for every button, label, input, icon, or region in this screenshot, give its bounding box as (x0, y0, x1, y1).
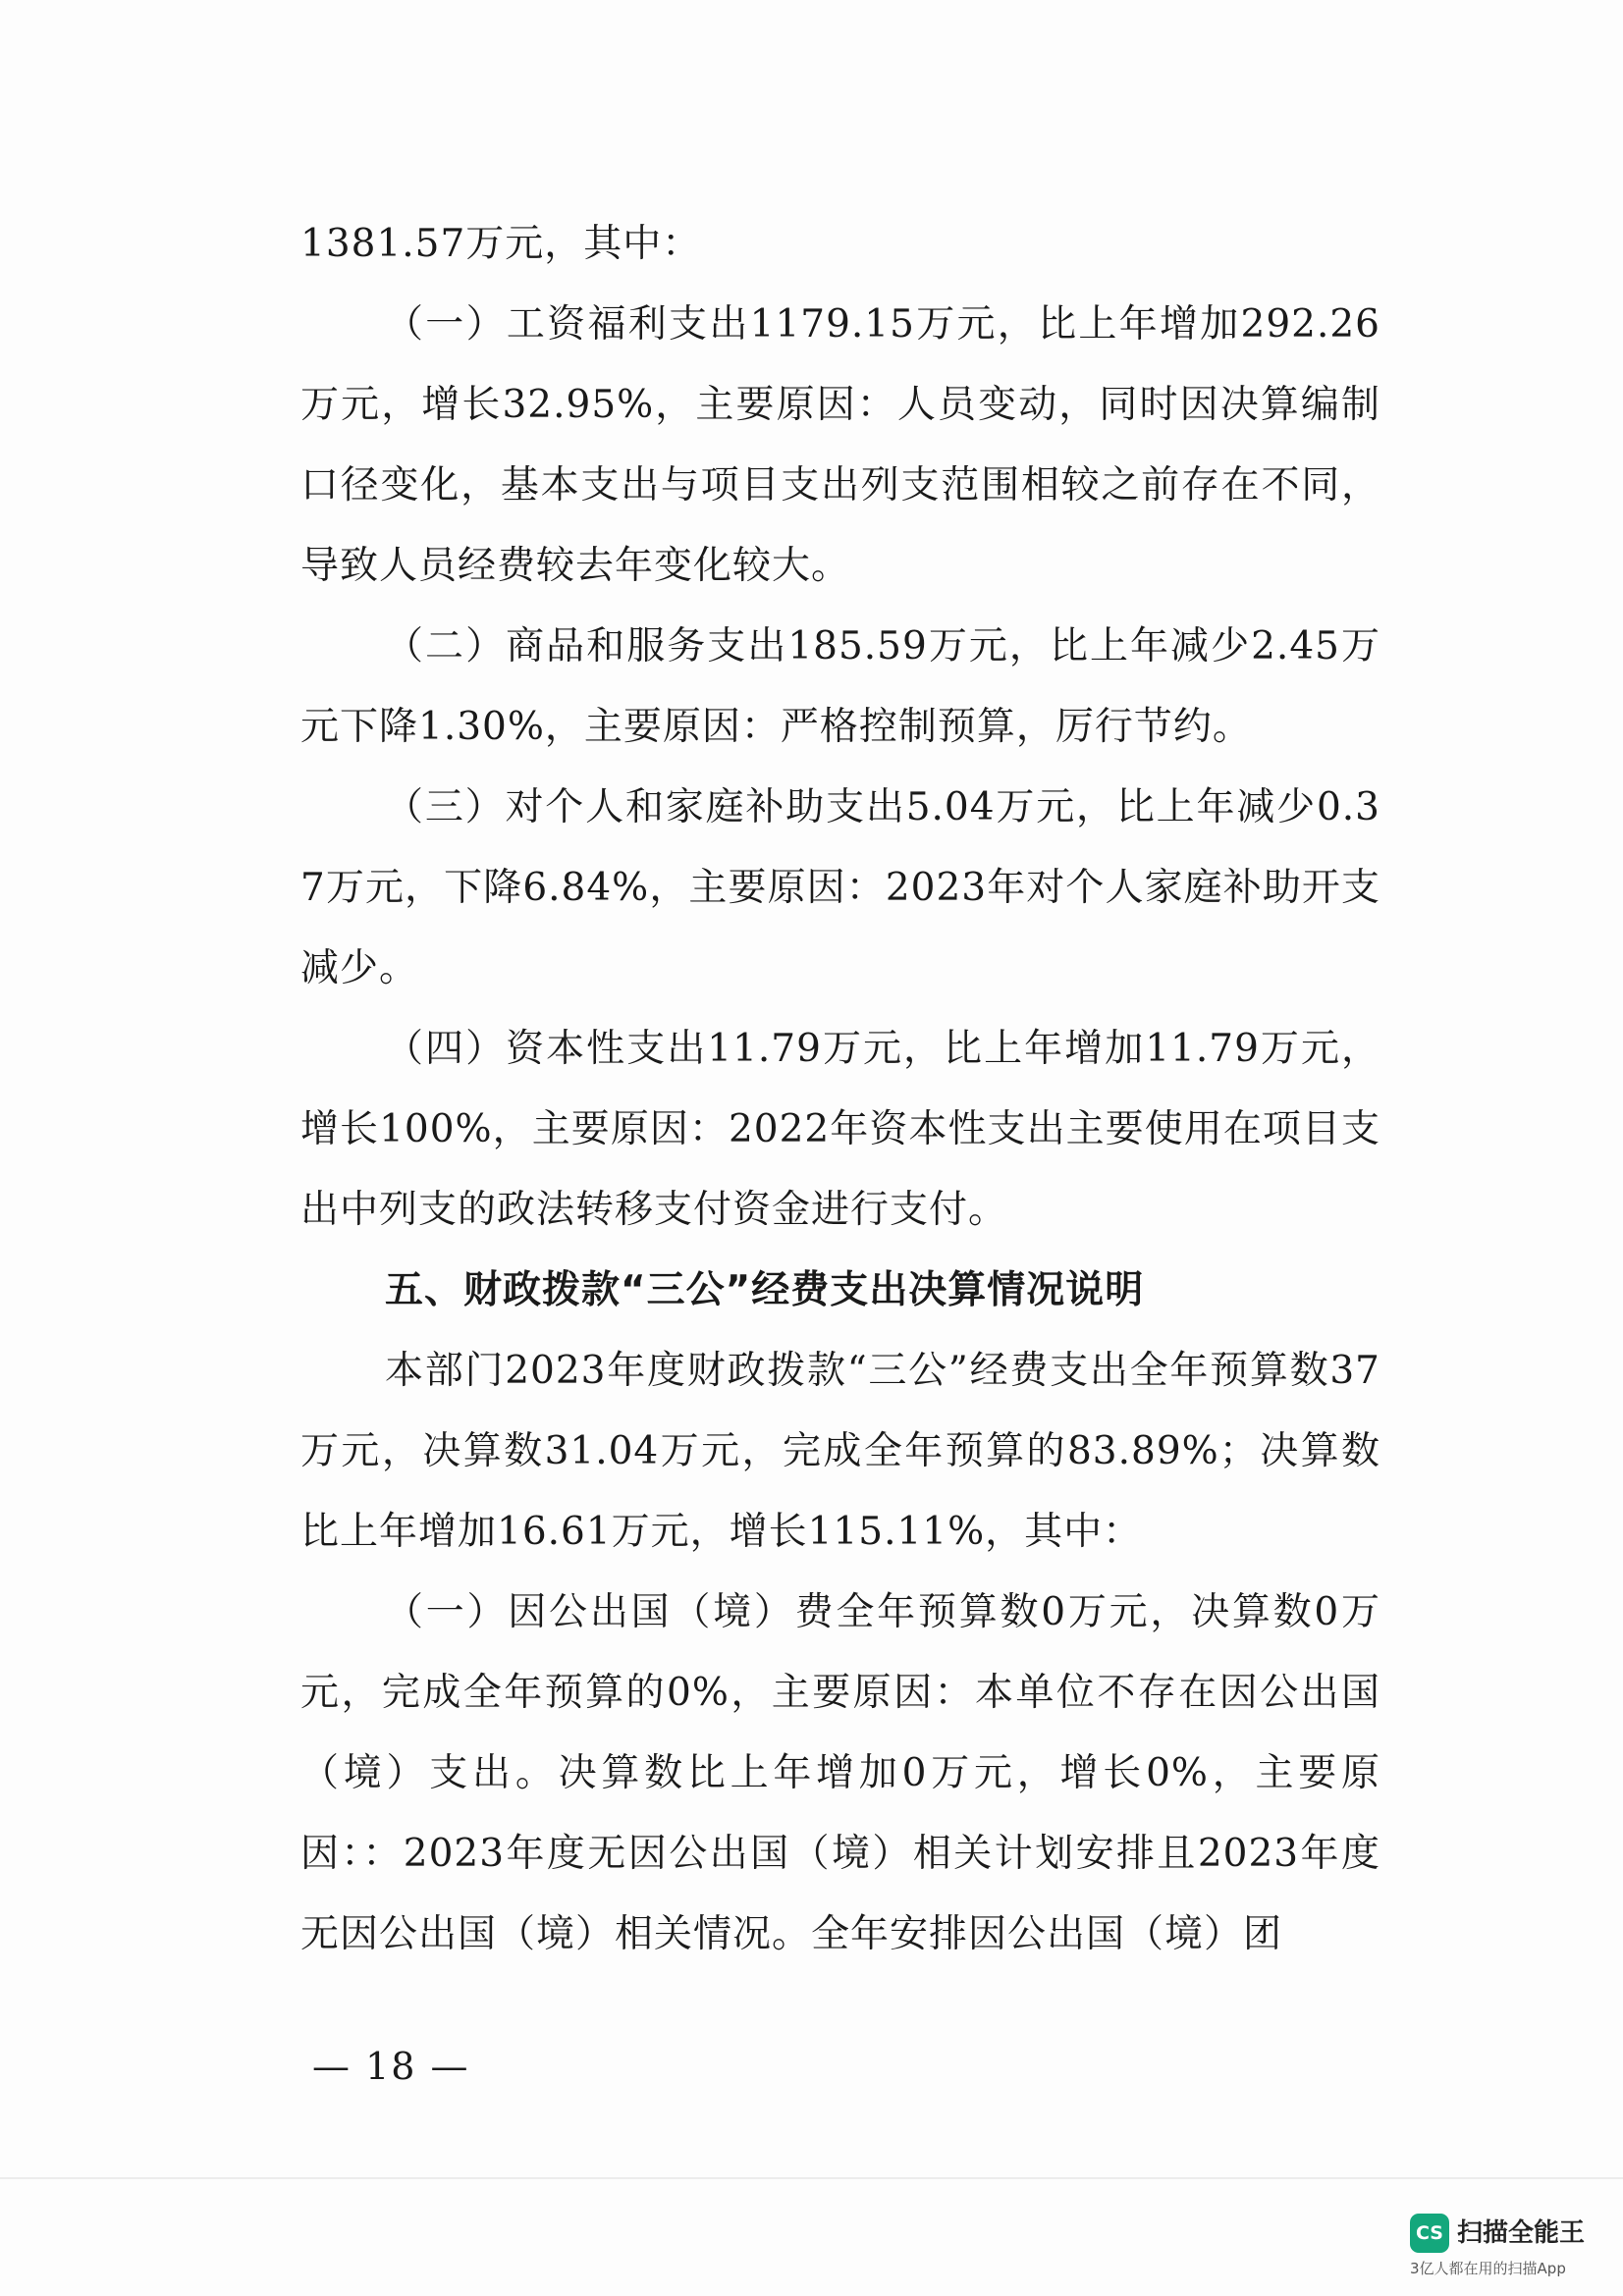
paragraph-three-public-summary: 本部门2023年度财政拨款“三公”经费支出全年预算数37万元，决算数31.04万元，完成全年预算的83.89%；决算数比上年增加16.61万元，增长115.11%，其中： (300, 1349, 1380, 1554)
body-text (300, 204, 1380, 1975)
paragraph-goods-services: （二）商品和服务支出185.59万元，比上年减少2.45万元下降1.30%，主要原因：严格控制预算，厉行节约。 (300, 624, 1380, 749)
paragraph-household-subsidy: （三）对个人和家庭补助支出5.04万元，比上年减少0.37万元，下降6.84%，主要原因：2023年对个人家庭补助开支减少。 (300, 785, 1380, 990)
page-number: — 18 — (312, 2045, 470, 2088)
paragraph-continuation: 1381.57万元，其中： (300, 222, 702, 266)
scanner-watermark (1410, 2214, 1606, 2282)
paragraph-capital-expense: （四）资本性支出11.79万元，比上年增加11.79万元，增长100%，主要原因：2022年资本性支出主要使用在项目支出中列支的政法转移支付资金进行支付。 (300, 1027, 1380, 1232)
paragraph-overseas-travel: （一）因公出国（境）费全年预算数0万元，决算数0万元，完成全年预算的0%，主要原因：本单位不存在因公出国（境）支出。决算数比上年增加0万元，增长0%，主要原因：：2023年度无因公出国（境）相关计划安排且2023年度无因公出国（境）相关情况。全年安排因公出国（境）团 (300, 1590, 1380, 1956)
paragraph-salary-welfare: （一）工资福利支出1179.15万元，比上年增加292.26万元，增长32.95%，主要原因：人员变动，同时因决算编制口径变化，基本支出与项目支出列支范围相较之前存在不同，导致人员经费较去年变化较大。 (300, 302, 1380, 588)
section-heading: 五、财政拨款“三公”经费支出决算情况说明 (385, 1268, 1145, 1312)
footer-divider (0, 2177, 1623, 2179)
scanner-app-name: 扫描全能王 (1457, 2218, 1586, 2248)
camscanner-logo-icon: CS (1410, 2214, 1449, 2253)
scanner-tagline: 3亿人都在用的扫描App (1410, 2260, 1566, 2277)
